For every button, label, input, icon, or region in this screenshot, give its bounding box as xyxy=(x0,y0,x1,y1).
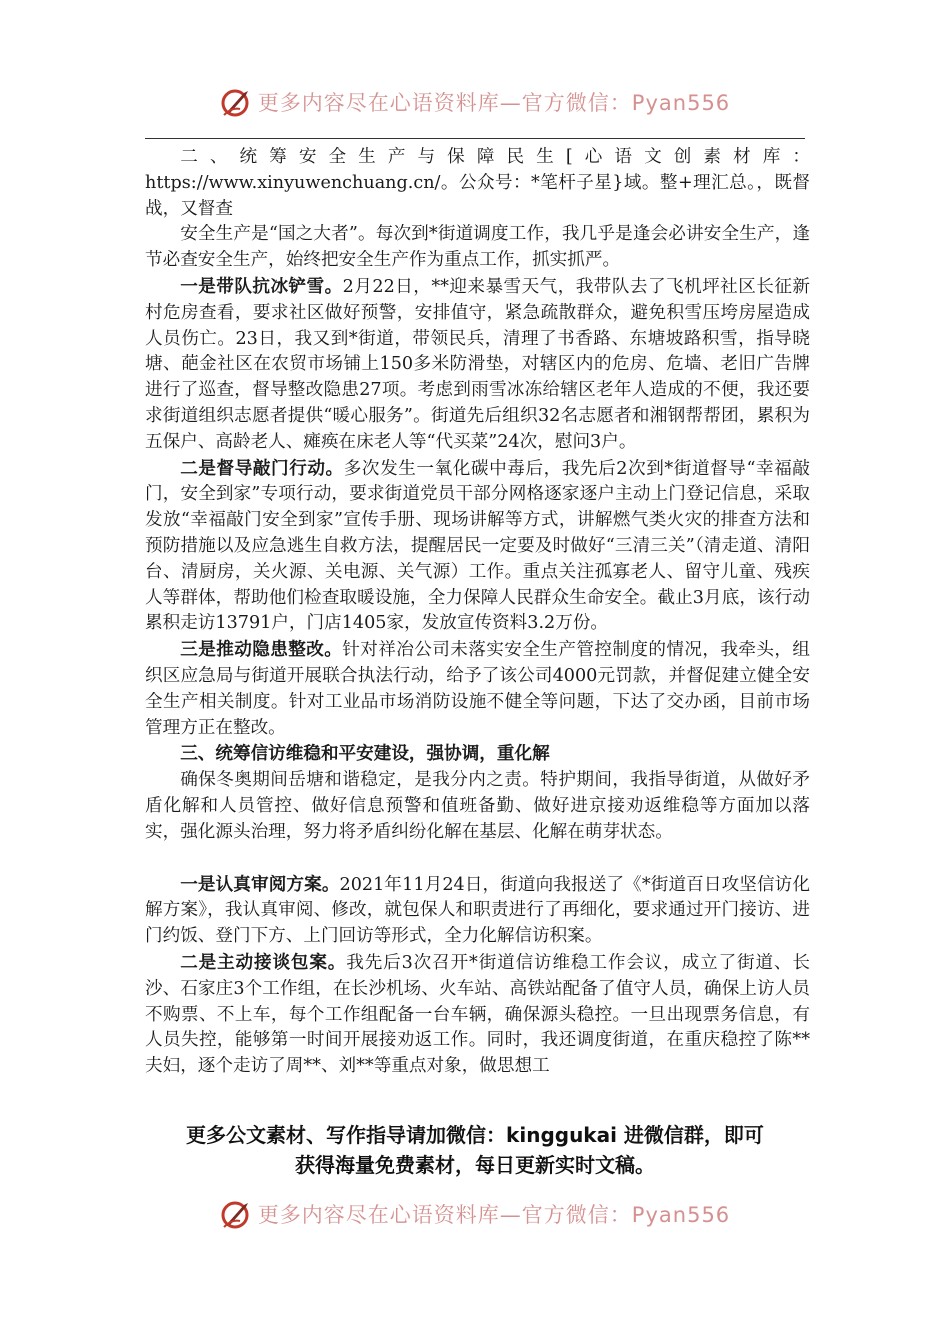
footer-banner xyxy=(0,1194,950,1234)
paragraph-text: 我先后3次召开*街道信访维稳工作会议，成立了街道、长沙、石家庄3个工作组，在长沙机场、火车站、高铁站配备了值守人员，确保上访人员不购票、不上车，每个工作组配备一台车辆，确保源头稳控。一旦出现票务信息，有人员失控，能够第一时间开展接劝返工作。同时，我还调度街道，在重庆稳控了陈**夫妇，逐个走访了周**、刘**等重点对象，做思想工 xyxy=(145,952,810,1077)
paragraph xyxy=(145,456,810,638)
promo-line-1: 更多公文素材、写作指导请加微信：kinggukai 进微信群，即可 xyxy=(186,1123,764,1147)
header-banner-text: 更多内容尽在心语资料库—官方微信：Pyan556 xyxy=(257,91,731,115)
paragraph xyxy=(145,637,810,741)
footer-banner-text: 更多内容尽在心语资料库—官方微信：Pyan556 xyxy=(257,1203,731,1227)
paragraph-lead: 三是推动隐患整改。 xyxy=(180,639,343,661)
header-banner xyxy=(0,82,950,122)
paragraph-lead: 一是认真审阅方案。 xyxy=(180,873,340,895)
pen-logo-icon xyxy=(220,1197,254,1231)
paragraph xyxy=(145,950,810,1080)
paragraph-text: 多次发生一氧化碳中毒后，我先后2次到*街道督导“幸福敲门，安全到家”专项行动，要求街道党员干部分网格逐家逐户主动上门登记信息，采取发放“幸福敲门安全到家”宣传手册、现场讲解等方式，讲解燃气类火灾的排查方法和预防措施以及应急逃生自救方法，提醒居民一定要及时做好“三清三关”（清走道、清阳台、清厨房，关火源、关电源、关气源）工作。重点关注孤寡老人、留守儿童、残疾人等群体，帮助他们检查取暖设施，全力保障人民群众生命安全。截止3月底，该行动累积走访13791户，门店1405家，发放宣传资料3.2万份。 xyxy=(145,458,810,634)
paragraph xyxy=(145,872,810,950)
section-3-heading xyxy=(145,741,810,768)
promo-line-2: 获得海量免费素材，每日更新实时文稿。 xyxy=(295,1153,655,1177)
paragraph-lead: 二是主动接谈包案。 xyxy=(180,951,347,973)
paragraph xyxy=(145,274,810,456)
paragraph: 确保冬奥期间岳塘和谐稳定，是我分内之责。特护期间，我指导街道，从做好矛盾化解和人员管控、做好信息预警和值班备勤、做好进京接劝返维稳等方面加以落实，强化源头治理，努力将矛盾纠纷化解在基层、化解在萌芽状态。 xyxy=(145,770,810,842)
paragraph-lead: 一是带队抗冰铲雪。 xyxy=(180,275,343,297)
paragraph-text: 2021年11月24日，街道向我报送了《*街道百日攻坚信访化解方案》，我认真审阅、修改，就包保人和职责进行了再细化，要求通过开门接访、进门约饭、登门下方、上门回访等形式，全力化解信访积案。 xyxy=(145,874,810,947)
pen-logo-icon xyxy=(220,85,254,119)
document-body xyxy=(145,145,810,1080)
section-3-heading-text: 三、统筹信访维稳和平安建设，强协调，重化解 xyxy=(180,743,550,765)
section-2-heading: 二、统筹安全生产与保障民生[心语文创素材库：https://www.xinyuwenchuang.cn/。公众号：*笔杆子星}域。整+理汇总。，既督战，又督查 xyxy=(145,147,810,219)
header-divider xyxy=(145,138,805,139)
paragraph-text: 2月22日，**迎来暴雪天气，我带队去了飞机坪社区长征新村危房查看，要求社区做好预警，安排值守，紧急疏散群众，避免积雪压垮房屋造成人员伤亡。23日，我又到*街道，带领民兵，清理了书香路、东塘坡路积雪，指导晓塘、葩金社区在农贸市场铺上150多米防滑垫，对辖区内的危房、危墙、老旧广告牌进行了巡查，督导整改隐患27项。考虑到雨雪冰冻给辖区老年人造成的不便，我还要求街道组织志愿者提供“暖心服务”。街道先后组织32名志愿者和湘钢帮帮团，累积为五保户、高龄老人、瘫痪在床老人等“代买菜”24次，慰问3户。 xyxy=(145,276,810,452)
paragraph: 安全生产是“国之大者”。每次到*街道调度工作，我几乎是逢会必讲安全生产，逢节必查安全生产，始终把安全生产作为重点工作，抓实抓严。 xyxy=(145,224,810,271)
paragraph-text: 针对祥冶公司未落实安全生产管控制度的情况，我牵头，组织区应急局与街道开展联合执法行动，给予了该公司4000元罚款，并督促建立健全安全生产相关制度。针对工业品市场消防设施不健全等问题，下达了交办函，目前市场管理方正在整改。 xyxy=(145,640,810,738)
paragraph-lead: 二是督导敲门行动。 xyxy=(180,457,344,479)
paragraph-gap xyxy=(145,846,810,872)
promo-notice xyxy=(0,1120,950,1180)
